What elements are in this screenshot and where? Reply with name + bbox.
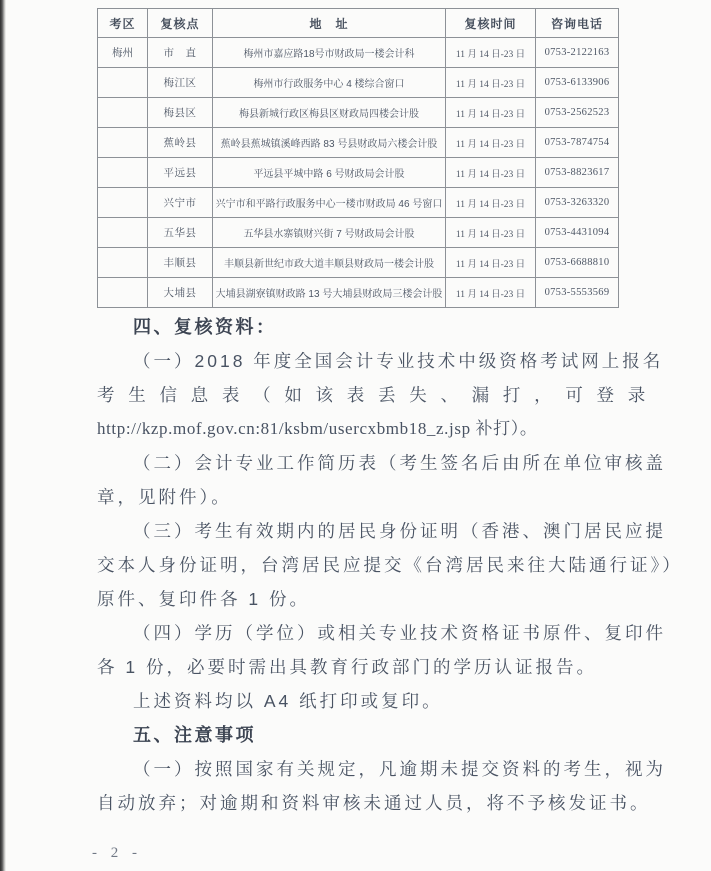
text-line <box>97 752 666 786</box>
cell-address: 丰顺县新世纪市政大道丰顺县财政局一楼会计股 <box>213 248 446 278</box>
text-line <box>97 582 659 616</box>
cell-address: 大埔县湖寮镇财政路 13 号大埔县财政局三楼会计股 <box>213 278 446 308</box>
cell-time: 11 月 14 日-23 日 <box>446 248 536 278</box>
section-heading-4 <box>97 310 659 344</box>
cell-time: 11 月 14 日-23 日 <box>446 188 536 218</box>
table-row <box>98 68 619 98</box>
cell-point: 大埔县 <box>148 278 213 308</box>
header-point: 复核点 <box>148 9 213 38</box>
cell-point: 蕉岭县 <box>148 128 213 158</box>
cell-point: 梅江区 <box>148 68 213 98</box>
table-row <box>98 38 619 68</box>
cell-region <box>98 98 148 128</box>
text-line-content: 交本人身份证明，台湾居民应提交《台湾居民来往大陆通行证》） <box>97 555 683 575</box>
cell-time: 11 月 14 日-23 日 <box>446 128 536 158</box>
cell-address: 兴宁市和平路行政服务中心一楼市财政局 46 号窗口 <box>213 188 446 218</box>
cell-time: 11 月 14 日-23 日 <box>446 68 536 98</box>
section-heading-5 <box>97 718 659 752</box>
header-region: 考区 <box>98 9 148 38</box>
cell-phone: 0753-3263320 <box>536 188 619 218</box>
text-line-content: http://kzp.mof.gov.cn:81/ksbm/usercxbmb18_z.jsp 补打）。 <box>97 419 538 438</box>
table-row <box>98 218 619 248</box>
header-address: 地 址 <box>213 9 446 38</box>
text-line-content: 考生信息表（如该表丢失、漏打，可登录 <box>97 385 659 405</box>
cell-time: 11 月 14 日-23 日 <box>446 278 536 308</box>
cell-address: 蕉岭县蕉城镇溪峰西路 83 号县财政局六楼会计股 <box>213 128 446 158</box>
table-row <box>98 158 619 188</box>
header-phone: 咨询电话 <box>536 9 619 38</box>
text-line <box>97 344 664 378</box>
text-line-content: （四）学历（学位）或相关专业技术资格证书原件、复印件 <box>133 623 666 643</box>
table-row <box>98 278 619 308</box>
cell-address: 梅县新城行政区梅县区财政局四楼会计股 <box>213 98 446 128</box>
table-body <box>98 38 619 308</box>
cell-phone: 0753-8823617 <box>536 158 619 188</box>
text-line-content: （一）按照国家有关规定，凡逾期未提交资料的考生，视为 <box>133 759 666 779</box>
cell-point: 梅县区 <box>148 98 213 128</box>
cell-address: 平远县平城中路 6 号财政局会计股 <box>213 158 446 188</box>
cell-time: 11 月 14 日-23 日 <box>446 38 536 68</box>
cell-phone: 0753-6688810 <box>536 248 619 278</box>
table-row <box>98 128 619 158</box>
cell-time: 11 月 14 日-23 日 <box>446 158 536 188</box>
document-body <box>97 310 683 820</box>
text-line <box>97 480 659 514</box>
table-row <box>98 248 619 278</box>
cell-region: 梅州 <box>98 38 148 68</box>
text-line <box>97 548 683 582</box>
cell-point: 五华县 <box>148 218 213 248</box>
cell-phone: 0753-6133906 <box>536 68 619 98</box>
text-line-content: 原件、复印件各 1 份。 <box>97 589 310 609</box>
cell-address: 梅州市嘉应路18号市财政局一楼会计科 <box>213 38 446 68</box>
text-line <box>97 616 666 650</box>
text-line <box>97 412 659 446</box>
text-line-content: 五、注意事项 <box>133 725 256 745</box>
cell-region <box>98 218 148 248</box>
cell-region <box>98 188 148 218</box>
cell-point: 市 直 <box>148 38 213 68</box>
cell-phone: 0753-2562523 <box>536 98 619 128</box>
text-line-content: 上述资料均以 A4 纸打印或复印。 <box>133 691 443 711</box>
cell-phone: 0753-4431094 <box>536 218 619 248</box>
header-time: 复核时间 <box>446 9 536 38</box>
text-line-content: 自动放弃；对逾期和资料审核未通过人员，将不予核发证书。 <box>97 793 651 813</box>
cell-point: 丰顺县 <box>148 248 213 278</box>
cell-phone: 0753-7874754 <box>536 128 619 158</box>
text-line-content: 四、复核资料： <box>133 317 277 337</box>
cell-region <box>98 68 148 98</box>
table-header-row <box>98 9 619 38</box>
table-row <box>98 188 619 218</box>
text-line <box>97 378 659 412</box>
cell-region <box>98 158 148 188</box>
cell-time: 11 月 14 日-23 日 <box>446 218 536 248</box>
cell-phone: 0753-5553569 <box>536 278 619 308</box>
cell-point: 兴宁市 <box>148 188 213 218</box>
cell-region <box>98 278 148 308</box>
text-line-content: 各 1 份，必要时需出具教育行政部门的学历认证报告。 <box>97 657 597 677</box>
text-line <box>97 650 659 684</box>
cell-point: 平远县 <box>148 158 213 188</box>
page-number: - 2 - <box>92 845 142 861</box>
text-line <box>97 514 666 548</box>
cell-region <box>98 128 148 158</box>
text-line-content: 章，见附件）。 <box>97 487 232 507</box>
text-line <box>97 684 659 718</box>
review-locations-table <box>97 8 619 308</box>
text-line-content: （二）会计专业工作简历表（考生签名后由所在单位审核盖 <box>133 453 666 473</box>
text-line <box>97 786 659 820</box>
cell-region <box>98 248 148 278</box>
cell-address: 梅州市行政服务中心 4 楼综合窗口 <box>213 68 446 98</box>
text-line-content: （一）2018 年度全国会计专业技术中级资格考试网上报名 <box>133 351 664 371</box>
text-line <box>97 446 666 480</box>
cell-phone: 0753-2122163 <box>536 38 619 68</box>
table-row <box>98 98 619 128</box>
cell-time: 11 月 14 日-23 日 <box>446 98 536 128</box>
cell-address: 五华县水寨镇财兴街 7 号财政局会计股 <box>213 218 446 248</box>
scan-edge-shadow <box>0 0 6 871</box>
text-line-content: （三）考生有效期内的居民身份证明（香港、澳门居民应提 <box>133 521 666 541</box>
